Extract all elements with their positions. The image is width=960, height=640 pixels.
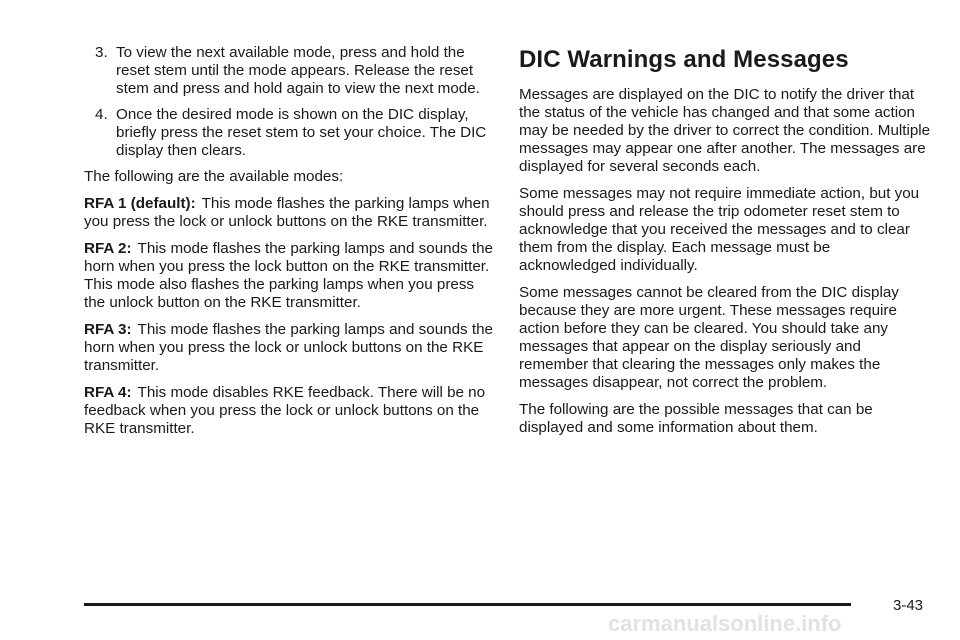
mode-term: RFA 3: — [84, 321, 132, 338]
body-paragraph: Some messages cannot be cleared from the DIC display because they are more urgent. These messages require action before they can be cleared. You should take any messages that appear on the display seriously and remember that clearing the messages only makes the messages disappear, not correct the problem. — [519, 284, 899, 391]
body-paragraph: The following are the possible messages that can be displayed and some information about them. — [519, 401, 873, 436]
step-item — [84, 106, 494, 160]
modes-intro: The following are the available modes: — [84, 168, 344, 185]
left-column — [84, 44, 494, 447]
mode-description: This mode disables RKE feedback. There will be no feedback when you press the lock or unlock buttons on the RKE transmitter. — [84, 384, 486, 437]
mode-entry — [84, 240, 494, 312]
mode-term: RFA 4: — [84, 384, 132, 401]
mode-description: This mode flashes the parking lamps and sounds the horn when you press the lock button on the RKE transmitter. This mode also flashes the parking lamps when you press the unlock button on the RKE transmitter. — [84, 240, 493, 311]
page-number: 3-43 — [893, 597, 924, 614]
right-column — [519, 44, 931, 446]
step-number: 4. — [95, 106, 108, 123]
mode-description: This mode flashes the parking lamps and sounds the horn when you press the lock or unlock buttons on the RKE transmitter. — [84, 321, 493, 374]
step-number: 3. — [95, 44, 108, 61]
body-paragraph: Messages are displayed on the DIC to notify the driver that the status of the vehicle has changed and that some action may be needed by the driver to correct the condition. Multiple messages may appear one after another. The messages are displayed for several seconds each. — [519, 86, 931, 175]
mode-term: RFA 2: — [84, 240, 132, 257]
watermark: carmanualsonline.info — [608, 611, 842, 636]
mode-entry — [84, 195, 494, 231]
mode-entry — [84, 384, 494, 438]
section-heading: DIC Warnings and Messages — [519, 46, 849, 73]
body-paragraph: Some messages may not require immediate action, but you should press and release the trip odometer reset stem to acknowledge that you received the messages and to clear them from the display. Each message must be acknowledged individually. — [519, 185, 920, 274]
mode-entry — [84, 321, 494, 375]
mode-term: RFA 1 (default): — [84, 195, 196, 212]
step-text: To view the next available mode, press and hold the reset stem until the mode appears. Release the reset stem and press and hold again to view the next mode. — [116, 44, 480, 97]
footer-rule — [84, 603, 851, 606]
mode-description: This mode flashes the parking lamps when you press the lock or unlock buttons on the RKE transmitter. — [84, 195, 490, 230]
step-item — [84, 44, 494, 98]
step-text: Once the desired mode is shown on the DIC display, briefly press the reset stem to set your choice. The DIC display then clears. — [116, 106, 487, 159]
